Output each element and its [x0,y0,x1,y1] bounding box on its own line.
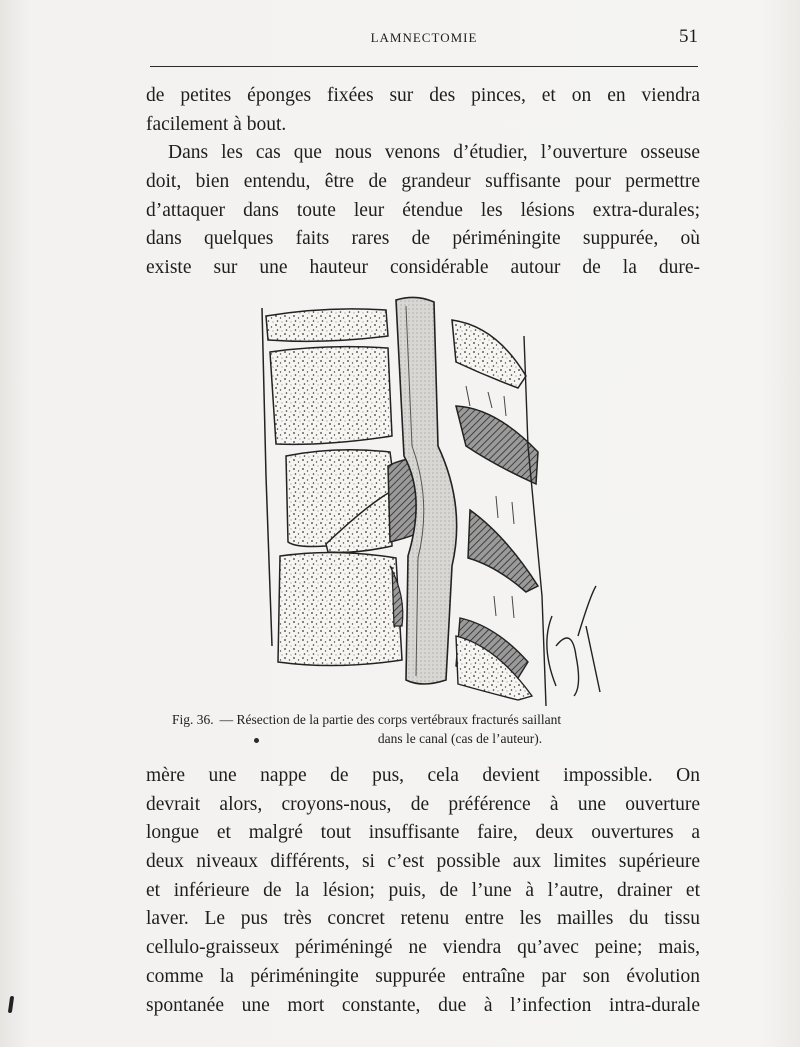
text-line: facilement à bout. [146,113,287,135]
text-line: longue et malgré tout insuffisante faire, deux ouvertures a [146,822,700,844]
text-line: cellulo-graisseux périméningé ne viendra qu’avec peine; mais, [146,937,700,959]
figure-label: Fig. 36. [172,712,214,727]
text-line: devrait alors, croyons-nous, de préférence à une ouverture [146,793,700,815]
spine-illustration [256,296,606,706]
text-line: dans quelques faits rares de périméningite suppurée, où [146,228,700,250]
text-line: Dans les cas que nous venons d’étudier, l’ouverture osseuse [168,142,700,164]
figure-caption [160,710,700,748]
artist-signature [547,586,600,696]
text-line: d’attaquer dans toute leur étendue les lésions extra-durales; [146,199,700,221]
caption-bullet [254,738,259,743]
page-header [150,26,698,56]
page-number: 51 [679,26,698,47]
header-rule [150,66,698,67]
spine-drawing [256,296,606,706]
caption-text-1: — Résection de la partie des corps vertébraux fracturés saillant [219,712,562,727]
text-line: existe sur une hauteur considérable autour de la dure- [146,257,700,279]
caption-line-1 [160,710,700,729]
body-text-bottom [146,762,700,1020]
text-line: de petites éponges fixées sur des pinces, et on en viendra [146,85,700,106]
text-line: deux niveaux différents, si c’est possible aux limites supérieure [146,851,700,873]
text-line: mère une nappe de pus, cela devient impossible. On [146,765,700,786]
body-text-top [146,82,700,283]
caption-line-2: dans le canal (cas de l’auteur). [377,731,543,746]
running-title: LAMNECTOMIE [370,30,478,45]
text-line: spontanée une mort constante, due à l’infection intra-durale [146,994,700,1016]
text-line: et inférieure de la lésion; puis, de l’une à l’autre, drainer et [146,879,700,901]
text-line: doit, bien entendu, être de grandeur suffisante pour permettre [146,171,700,193]
text-line: laver. Le pus très concret retenu entre les mailles du tissu [146,908,700,930]
text-line: comme la périméningite suppurée entraîne par son évolution [146,965,700,987]
